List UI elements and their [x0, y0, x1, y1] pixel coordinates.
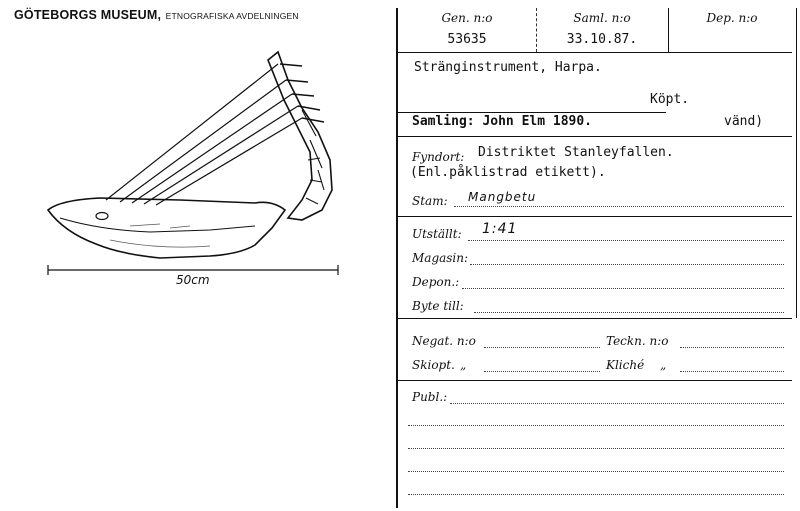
kliche-label: Kliché: [606, 358, 645, 372]
skiopt-label: Skiopt.: [412, 358, 455, 372]
harp-strings: [106, 64, 302, 205]
collection-line: Samling: John Elm 1890.: [412, 114, 593, 129]
turn-note: vänd): [724, 114, 764, 129]
department-name: ETNOGRAFISKA AVDELNINGEN: [165, 11, 299, 21]
catalog-card: [396, 8, 793, 508]
fyndort-value: Distriktet Stanleyfallen.: [478, 145, 674, 160]
gen-no-label: Gen. n:o: [441, 11, 493, 25]
harp-neck: [268, 52, 332, 220]
utstallt-label: Utställt:: [412, 227, 462, 241]
negat-label: Negat. n:o: [412, 334, 476, 348]
gen-no-value: 53635: [447, 32, 487, 47]
dep-no-label: Dep. n:o: [706, 11, 758, 25]
publ-label: Publ.:: [412, 390, 448, 404]
saml-no-value: 33.10.87.: [566, 32, 638, 47]
harp-body: [48, 198, 285, 258]
dep-no-cell: [668, 8, 796, 52]
saml-no-cell: [536, 8, 668, 52]
utstallt-value: 1:41: [482, 221, 518, 237]
scale-label: 50cm: [176, 273, 210, 287]
object-description: Stränginstrument, Harpa.: [414, 60, 602, 75]
stam-label: Stam:: [412, 194, 448, 208]
teckn-label: Teckn. n:o: [606, 334, 669, 348]
fyndort-label: Fyndort:: [412, 150, 465, 164]
kliche-ditto: „: [660, 358, 667, 372]
museum-header: [14, 6, 299, 24]
saml-no-label: Saml. n:o: [573, 11, 631, 25]
gen-no-cell: [398, 8, 536, 52]
museum-name: GÖTEBORGS MUSEUM,: [14, 8, 162, 22]
byte-till-label: Byte till:: [412, 299, 464, 313]
depon-label: Depon.:: [412, 275, 460, 289]
magasin-label: Magasin:: [412, 251, 469, 265]
stam-value: Mangbetu: [468, 190, 537, 204]
fyndort-note: (Enl.påklistrad etikett).: [410, 165, 606, 180]
acquisition-method: Köpt.: [650, 92, 690, 107]
harp-drawing: [40, 40, 360, 300]
skiopt-ditto: „: [460, 358, 467, 372]
